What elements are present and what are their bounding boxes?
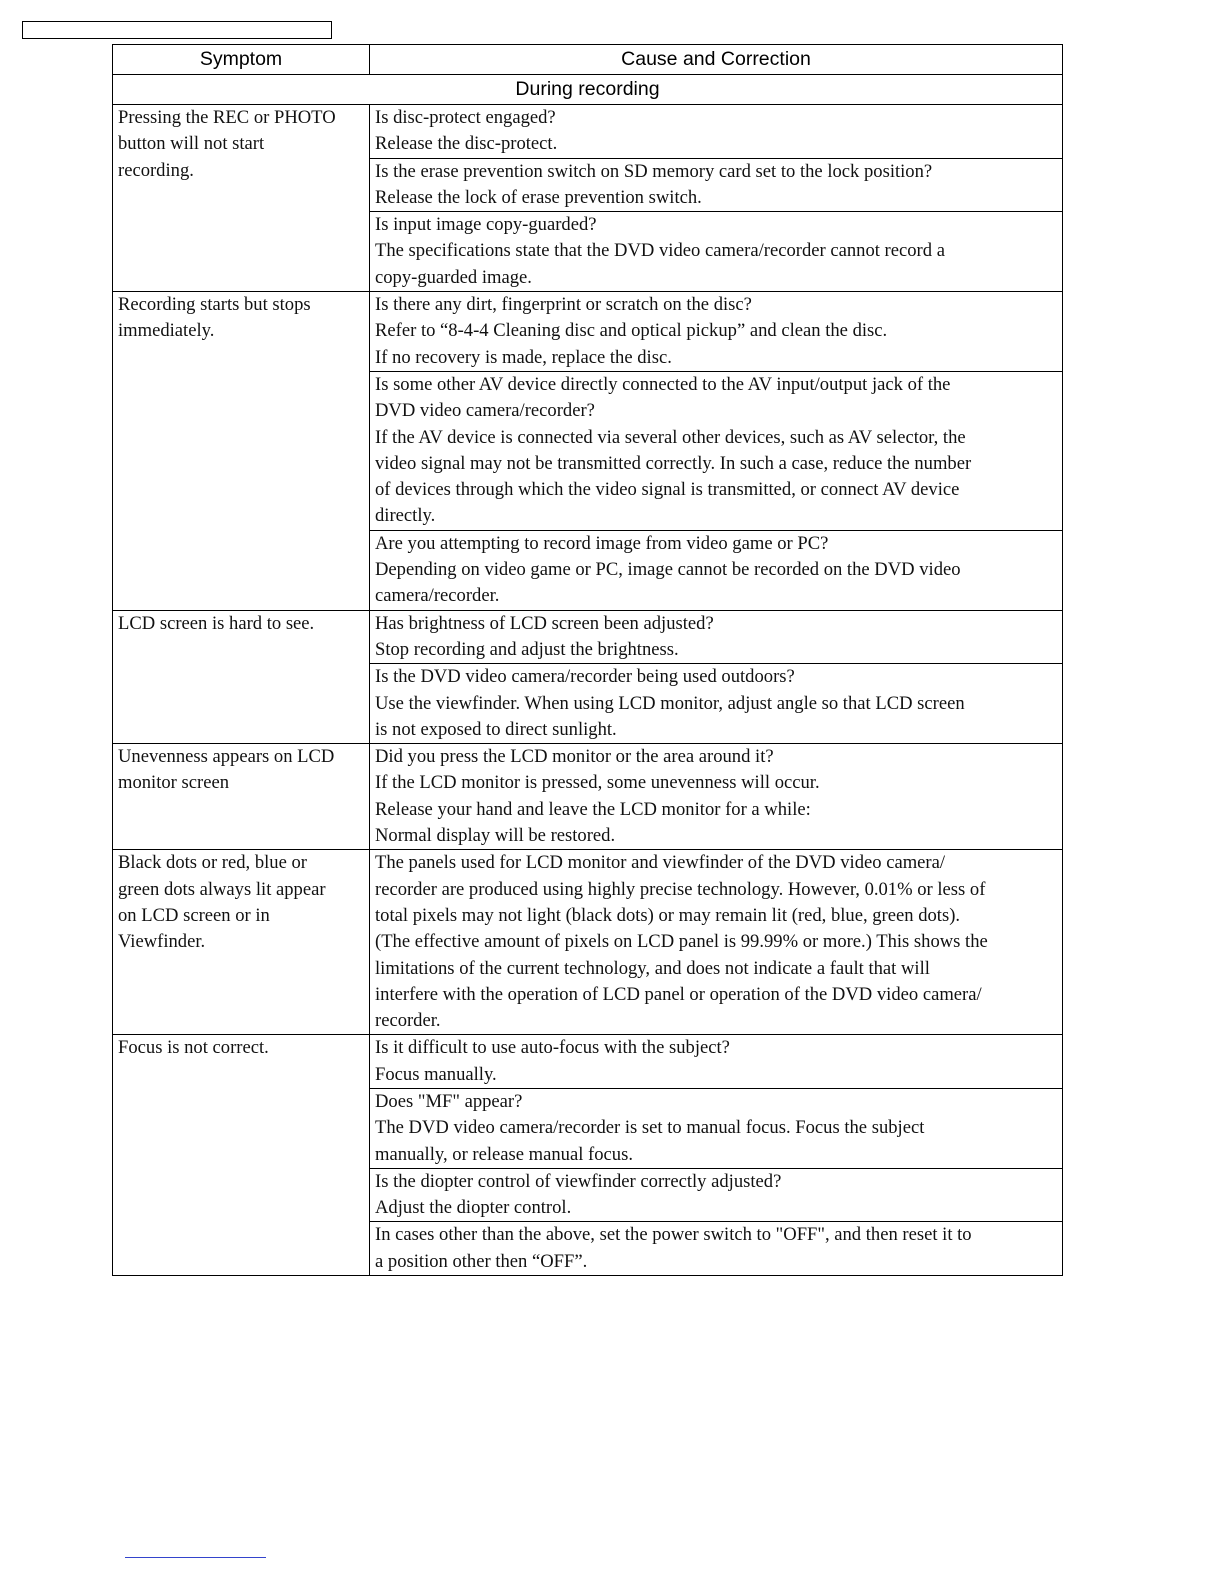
cause-line: The specifications state that the DVD video camera/recorder cannot record a [375, 240, 945, 262]
symptom-line: Focus is not correct. [118, 1037, 269, 1059]
symptom-line: Viewfinder. [118, 931, 206, 953]
cause-line: Has brightness of LCD screen been adjusted? [375, 612, 714, 634]
table-row [113, 850, 1063, 1035]
cause-line: Is some other AV device directly connected to the AV input/output jack of the [375, 373, 951, 395]
symptom-line: monitor screen [118, 772, 230, 794]
cause-line: Is the DVD video camera/recorder being used outdoors? [375, 666, 795, 688]
cause-cell [370, 371, 1063, 530]
cause-cell [370, 158, 1063, 212]
table-row [113, 105, 1063, 159]
cause-cell [370, 610, 1063, 664]
symptom-line: Recording starts but stops [118, 294, 311, 316]
cause-line: interfere with the operation of LCD panel or operation of the DVD video camera/ [375, 983, 982, 1005]
cause-line: limitations of the current technology, and does not indicate a fault that will [375, 957, 930, 979]
cause-cell [370, 1088, 1063, 1168]
cause-line: Normal display will be restored. [375, 825, 616, 847]
symptom-cell [113, 744, 370, 850]
cause-line: Is the diopter control of viewfinder correctly adjusted? [375, 1170, 782, 1192]
cause-cell [370, 1035, 1063, 1089]
cause-line: DVD video camera/recorder? [375, 400, 595, 422]
symptom-line: button will not start [118, 133, 265, 155]
symptom-line: Black dots or red, blue or [118, 852, 307, 874]
footer-link-line [125, 1557, 266, 1558]
cause-line: Release your hand and leave the LCD monitor for a while: [375, 798, 811, 820]
cause-line: If the LCD monitor is pressed, some unevenness will occur. [375, 772, 820, 794]
table-row [113, 1035, 1063, 1089]
cause-line: total pixels may not light (black dots) or may remain lit (red, blue, green dots). [375, 904, 961, 926]
cause-line: Release the lock of erase prevention switch. [375, 186, 702, 208]
cause-line: The DVD video camera/recorder is set to manual focus. Focus the subject [375, 1117, 925, 1139]
cause-cell [370, 292, 1063, 372]
cause-line: Focus manually. [375, 1063, 497, 1085]
cause-line: camera/recorder. [375, 585, 500, 607]
cause-line: is not exposed to direct sunlight. [375, 718, 617, 740]
cause-line: a position other then “OFF”. [375, 1250, 588, 1272]
cause-cell [370, 212, 1063, 292]
cause-cell [370, 850, 1063, 1035]
table-header-row [113, 45, 1063, 75]
cause-line: Adjust the diopter control. [375, 1197, 572, 1219]
page-header-box [22, 21, 332, 39]
cause-line: Use the viewfinder. When using LCD monitor, adjust angle so that LCD screen [375, 692, 965, 714]
troubleshooting-table [112, 44, 1063, 1276]
cause-line: Does "MF" appear? [375, 1090, 523, 1112]
cause-line: Is there any dirt, fingerprint or scratch on the disc? [375, 294, 752, 316]
cause-line: Refer to “8-4-4 Cleaning disc and optical pickup” and clean the disc. [375, 320, 888, 342]
section-title: During recording [113, 75, 1063, 105]
cause-line: Did you press the LCD monitor or the area around it? [375, 746, 774, 768]
cause-line: Is it difficult to use auto-focus with the subject? [375, 1037, 730, 1059]
cause-cell [370, 1222, 1063, 1276]
cause-line: copy-guarded image. [375, 266, 532, 288]
symptom-line: Pressing the REC or PHOTO [118, 107, 336, 128]
cause-line: (The effective amount of pixels on LCD panel is 99.99% or more.) This shows the [375, 931, 988, 953]
cause-line: If the AV device is connected via several other devices, such as AV selector, the [375, 426, 966, 448]
symptom-cell [113, 850, 370, 1035]
cause-header: Cause and Correction [370, 45, 1063, 75]
cause-line: directly. [375, 505, 436, 527]
cause-line: Is input image copy-guarded? [375, 214, 597, 236]
section-row [113, 75, 1063, 105]
symptom-cell [113, 292, 370, 611]
cause-line: video signal may not be transmitted correctly. In such a case, reduce the number [375, 452, 972, 474]
symptom-line: on LCD screen or in [118, 904, 270, 926]
cause-line: In cases other than the above, set the power switch to "OFF", and then reset it to [375, 1224, 972, 1246]
cause-line: recorder. [375, 1010, 441, 1032]
cause-cell [370, 664, 1063, 744]
cause-line: Is disc-protect engaged? [375, 107, 556, 128]
cause-line: Stop recording and adjust the brightness. [375, 638, 679, 660]
cause-line: Are you attempting to record image from video game or PC? [375, 532, 829, 554]
symptom-cell [113, 610, 370, 743]
cause-line: If no recovery is made, replace the disc. [375, 346, 672, 368]
cause-line: manually, or release manual focus. [375, 1143, 633, 1165]
symptom-line: immediately. [118, 320, 215, 342]
symptom-line: green dots always lit appear [118, 878, 326, 900]
symptom-header: Symptom [113, 45, 370, 75]
symptom-line: Unevenness appears on LCD [118, 746, 335, 768]
symptom-cell [113, 1035, 370, 1276]
cause-cell [370, 105, 1063, 159]
table-row [113, 292, 1063, 372]
cause-line: The panels used for LCD monitor and viewfinder of the DVD video camera/ [375, 852, 946, 874]
cause-line: recorder are produced using highly precise technology. However, 0.01% or less of [375, 878, 986, 900]
cause-line: Is the erase prevention switch on SD memory card set to the lock position? [375, 160, 933, 182]
cause-line: Depending on video game or PC, image cannot be recorded on the DVD video [375, 559, 961, 581]
table-row [113, 610, 1063, 664]
cause-line: of devices through which the video signal is transmitted, or connect AV device [375, 479, 960, 501]
symptom-cell [113, 105, 370, 292]
cause-cell [370, 530, 1063, 610]
symptom-line: recording. [118, 159, 194, 181]
cause-cell [370, 744, 1063, 850]
symptom-line: LCD screen is hard to see. [118, 612, 315, 634]
table-row [113, 744, 1063, 850]
cause-line: Release the disc-protect. [375, 133, 558, 155]
cause-cell [370, 1168, 1063, 1222]
